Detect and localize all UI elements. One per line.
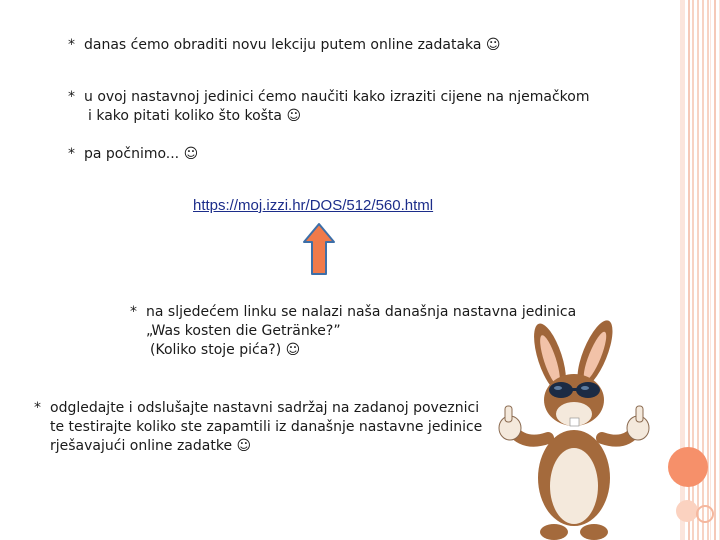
bullet-4-line-2: „Was kosten die Getränke?” [146,323,341,339]
accent-circle-small [676,500,698,522]
bullet-2-line-2: i kako pitati koliko što košta ☺ [88,108,302,124]
bullet-5-line-2: te testirajte koliko ste zapamtili iz današnje nastavne jedinice [50,419,483,435]
bullet-2 [68,88,589,126]
bullet-4-line-3: (Koliko stoje pića?) ☺ [150,342,301,358]
bullet-marker: * [68,37,75,53]
bullet-5 [34,399,482,456]
bullet-marker: * [68,146,75,162]
bullet-marker: * [68,89,75,105]
bunny-sunglasses-icon [490,318,660,540]
up-arrow-icon [302,222,336,276]
accent-circle-large [668,447,708,487]
bullet-3 [68,145,198,164]
bullet-5-line-1: odgledajte i odslušajte nastavni sadržaj na zadanoj poveznici [50,400,480,416]
bullet-3-line-1: pa počnimo... ☺ [84,146,199,162]
bullet-marker: * [130,304,137,320]
accent-circle-outline [696,505,714,523]
bullet-marker: * [34,400,41,416]
lesson-link[interactable]: https://moj.izzi.hr/DOS/512/560.html [193,197,434,214]
bullet-2-line-1: u ovoj nastavnoj jedinici ćemo naučiti kako izraziti cijene na njemačkom [84,89,590,105]
bullet-1 [68,36,501,55]
bullet-1-line-1: danas ćemo obraditi novu lekciju putem online zadataka ☺ [84,37,501,53]
bullet-5-line-3: rješavajući online zadatke ☺ [50,438,252,454]
bullet-4-line-1: na sljedećem linku se nalazi naša današnja nastavna jedinica [146,304,577,320]
